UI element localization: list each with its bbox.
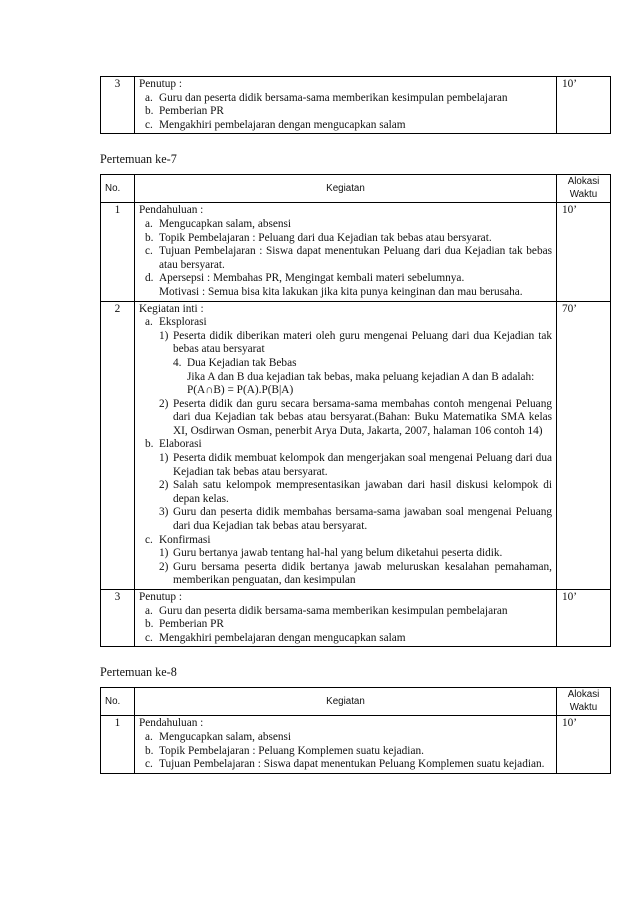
time-allocation: 10’ [557, 590, 611, 647]
header-alokasi [557, 175, 611, 203]
item-label: a. [145, 316, 153, 329]
item-label: a. [145, 730, 153, 743]
row-number: 2 [101, 301, 135, 589]
table-meeting-7 [100, 174, 611, 647]
list-item [139, 357, 552, 371]
section-title: Pertemuan ke-8 [100, 665, 177, 680]
document-page [100, 76, 610, 774]
header-kegiatan: Kegiatan [135, 175, 557, 203]
item-label: 3) [159, 506, 169, 519]
table-continuation [100, 76, 611, 134]
item-text: Pemberian PR [159, 618, 224, 631]
item-text: Pemberian PR [159, 105, 224, 118]
item-label: 2) [159, 479, 169, 492]
item-label: 1) [159, 547, 169, 560]
list-item [139, 398, 552, 439]
table-header-row [101, 175, 611, 203]
header-alokasi-line2: Waktu [569, 188, 598, 200]
list-item [139, 245, 552, 272]
item-text: Guru dan peserta didik bersama-sama memberikan kesimpulan pembelajaran [159, 604, 508, 617]
item-text: Mengakhiri pembelajaran dengan mengucapkan salam [159, 631, 406, 644]
list-item [139, 105, 552, 119]
item-text: Apersepsi : Membahas PR, Mengingat kembali materi sebelumnya. [159, 272, 465, 285]
list-item [139, 731, 552, 745]
row-title: Kegiatan inti : [139, 302, 204, 315]
list-item [139, 758, 552, 772]
item-text: Peserta didik membuat kelompok dan mengerjakan soal mengenai Peluang dari dua Kejadian tak bebas atau bersyarat. [173, 452, 552, 478]
item-label: 1) [159, 452, 169, 465]
formula-text: P(A∩B) = P(A).P(B|A) [187, 384, 294, 397]
time-allocation: 10’ [557, 716, 611, 773]
item-text: Elaborasi [159, 438, 202, 451]
list-item [139, 745, 552, 759]
item-label: b. [145, 438, 154, 451]
header-alokasi-line2: Waktu [569, 701, 598, 713]
list-item [139, 232, 552, 246]
table-row [101, 716, 611, 773]
row-number: 1 [101, 716, 135, 773]
item-label: a. [145, 604, 153, 617]
list-item [139, 452, 552, 479]
list-item [139, 272, 552, 286]
list-item [139, 330, 552, 357]
item-text: Topik Pembelajaran : Peluang Komplemen suatu kejadian. [159, 744, 424, 757]
header-alokasi [557, 688, 611, 716]
header-no: No. [101, 688, 135, 716]
item-text: Peserta didik dan guru secara bersama-sama membahas contoh mengenai Peluang dari dua Kejadian tak bebas atau bersyarat.(Bahan: Buku Matematika SMA kelas XI, Osdirwan Osman, penerbit Arya Duta, Jakarta, 2007, halaman 106 contoh 14) [173, 397, 552, 437]
item-text: Mengucapkan salam, absensi [159, 217, 292, 230]
item-text: Tujuan Pembelajaran : Siswa dapat menentukan Peluang Komplemen suatu kejadian. [159, 758, 545, 771]
list-item [139, 632, 552, 646]
activity-cell [135, 203, 557, 301]
motivation-text: Motivasi : Semua bisa kita lakukan jika kita punya keinginan dan mau berusaha. [159, 285, 523, 298]
item-label: 1) [159, 329, 169, 342]
item-label: d. [145, 272, 154, 285]
sub-section-elaborasi [139, 438, 552, 452]
list-item [139, 479, 552, 506]
sub-section-eksplorasi [139, 316, 552, 330]
row-title: Penutup : [139, 78, 182, 90]
item-label: b. [145, 618, 154, 631]
table-row [101, 590, 611, 647]
header-alokasi-line1: Alokasi [567, 689, 600, 701]
item-label: 2) [159, 560, 169, 573]
header-alokasi-line1: Alokasi [567, 176, 600, 188]
row-title: Penutup : [139, 591, 182, 603]
row-title: Pendahuluan : [139, 204, 204, 217]
item-label: 4. [173, 356, 182, 369]
row-number: 3 [101, 590, 135, 647]
definition-text: Jika A dan B dua kejadian tak bebas, maka peluang kejadian A dan B adalah: [187, 370, 535, 383]
list-item [139, 547, 552, 561]
item-label: a. [145, 91, 153, 104]
table-row [101, 77, 611, 134]
item-label: b. [145, 105, 154, 118]
table-row [101, 203, 611, 301]
list-item [139, 92, 552, 106]
item-label: c. [145, 533, 153, 546]
time-allocation: 70’ [557, 301, 611, 589]
header-no: No. [101, 175, 135, 203]
list-item [139, 119, 552, 133]
item-text: Salah satu kelompok mempresentasikan jawaban dari hasil diskusi kelompok di depan kelas. [173, 479, 552, 505]
item-label: c. [145, 118, 153, 131]
item-label: c. [145, 245, 153, 258]
list-item [139, 605, 552, 619]
row-title: Pendahuluan : [139, 717, 204, 730]
header-kegiatan: Kegiatan [135, 688, 557, 716]
list-item [139, 218, 552, 232]
item-text: Dua Kejadian tak Bebas [187, 356, 297, 369]
item-label: a. [145, 217, 153, 230]
table-meeting-8 [100, 687, 611, 773]
list-item [139, 561, 552, 588]
activity-cell [135, 590, 557, 647]
item-text: Mengucapkan salam, absensi [159, 730, 292, 743]
item-label: c. [145, 631, 153, 644]
item-text: Eksplorasi [159, 316, 207, 329]
item-text: Topik Pembelajaran : Peluang dari dua Kejadian tak bebas atau bersyarat. [159, 231, 492, 244]
item-text: Guru dan peserta didik bersama-sama memberikan kesimpulan pembelajaran [159, 91, 508, 104]
item-label: 2) [159, 397, 169, 410]
item-text: Mengakhiri pembelajaran dengan mengucapkan salam [159, 118, 406, 131]
activity-cell [135, 716, 557, 773]
item-label: b. [145, 744, 154, 757]
item-label: b. [145, 231, 154, 244]
table-row [101, 301, 611, 589]
item-text: Guru bertanya jawab tentang hal-hal yang belum diketahui peserta didik. [173, 547, 503, 560]
table-header-row [101, 688, 611, 716]
item-text: Guru dan peserta didik membahas bersama-sama jawaban soal mengenai Peluang dari dua Kejadian tak bebas atau bersyarat. [173, 506, 552, 533]
row-number: 3 [101, 77, 135, 134]
time-allocation: 10’ [557, 77, 611, 134]
item-text: Peserta didik diberikan materi oleh guru mengenai Peluang dari dua Kejadian tak bebas atau bersyarat [173, 329, 552, 356]
sub-section-konfirmasi [139, 534, 552, 548]
row-number: 1 [101, 203, 135, 301]
item-text: Konfirmasi [159, 533, 211, 546]
list-item [139, 506, 552, 533]
activity-cell [135, 301, 557, 589]
item-label: c. [145, 758, 153, 771]
item-text: Tujuan Pembelajaran : Siswa dapat menentukan Peluang dari dua Kejadian tak bebas atau bersyarat. [159, 245, 552, 271]
item-text: Guru bersama peserta didik bertanya jawab meluruskan kesalahan pemahaman, memberikan penguatan, dan kesimpulan [173, 560, 552, 587]
time-allocation: 10’ [557, 203, 611, 301]
section-title: Pertemuan ke-7 [100, 152, 177, 167]
list-item [139, 618, 552, 632]
activity-cell [135, 77, 557, 134]
